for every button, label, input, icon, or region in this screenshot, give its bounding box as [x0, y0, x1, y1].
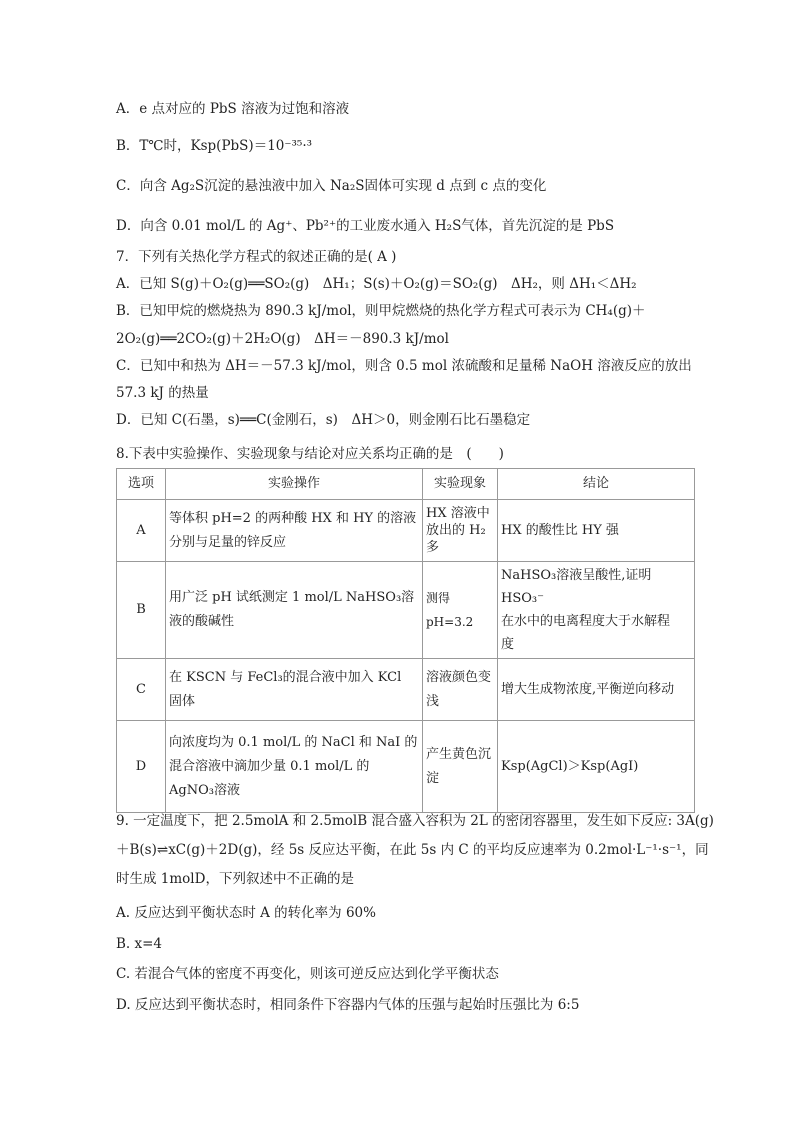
cell-line: 测得 pH=3.2 [426, 591, 474, 629]
q7-option-c-line1: C．已知中和热为 ΔH＝－57.3 kJ/mol，则含 0.5 mol 浓硫酸和足量稀 NaOH 溶液反应的放出 [116, 358, 692, 374]
q9-stem-line3: 时生成 1molD，下列叙述中不正确的是 [116, 871, 354, 887]
cell-line: 向浓度均为 0.1 mol/L 的 NaCl 和 NaI 的 [169, 734, 418, 750]
table-row [117, 500, 695, 562]
row-phenomenon [423, 562, 498, 659]
cell-line: 混合溶液中滴加少量 0.1 mol/L 的 [169, 758, 370, 774]
q9-stem-line1: 9. 一定温度下，把 2.5molA 和 2.5molB 混合盛入容积为 2L 的密闭容器里，发生如下反应: 3A(g) [116, 813, 714, 829]
q7-stem: 7．下列有关热化学方程式的叙述正确的是( A ) [116, 249, 397, 265]
q9-option-b: B. x=4 [116, 936, 163, 952]
header-conclusion: 结论 [498, 469, 695, 500]
cell-line: 放出的 H₂ [426, 523, 486, 538]
row-conclusion [498, 500, 695, 562]
header-option: 选项 [117, 469, 166, 500]
cell-line: 在水中的电离程度大于水解程 [501, 614, 671, 629]
q9-option-a: A. 反应达到平衡状态时 A 的转化率为 60% [116, 905, 376, 921]
row-option: A [117, 500, 166, 562]
row-option: C [117, 659, 166, 721]
q9-option-c: C. 若混合气体的密度不再变化，则该可逆反应达到化学平衡状态 [116, 966, 499, 982]
row-option: B [117, 562, 166, 659]
q9-option-d: D. 反应达到平衡状态时，相同条件下容器内气体的压强与起始时压强比为 6:5 [116, 997, 580, 1013]
table-header-row [117, 469, 695, 500]
cell-line: 多 [426, 540, 440, 555]
cell-line: 等体积 pH=2 的两种酸 HX 和 HY 的溶液 [169, 510, 417, 526]
q9-stem-line2: ＋B(s)⇌xC(g)＋2D(g)，经 5s 反应达平衡，在此 5s 内 C 的平均反应速率为 0.2mol·L⁻¹·s⁻¹，同 [116, 842, 709, 858]
q7-option-b-line2: 2O₂(g)══2CO₂(g)＋2H₂O(g) ΔH＝－890.3 kJ/mol [116, 331, 449, 347]
row-option: D [117, 721, 166, 813]
row-conclusion [498, 562, 695, 659]
table-row [117, 562, 695, 659]
cell-line: AgNO₃溶液 [169, 782, 240, 798]
table-row [117, 659, 695, 721]
cell-line: 淀 [426, 770, 440, 786]
q6-option-d: D．向含 0.01 mol/L 的 Ag⁺、Pb²⁺的工业废水通入 H₂S气体，首先沉淀的是 PbS [116, 218, 615, 234]
cell-line: NaHSO₃溶液呈酸性,证明 HSO₃⁻ [501, 568, 652, 606]
cell-line: 产生黄色沉 [426, 746, 492, 762]
cell-line: HX 的酸性比 HY 强 [501, 522, 619, 538]
cell-line: 浅 [426, 693, 440, 709]
q7-option-c-line2: 57.3 kJ 的热量 [116, 385, 209, 401]
row-operation [166, 721, 423, 813]
row-phenomenon [423, 721, 498, 813]
q7-option-a: A．已知 S(g)＋O₂(g)══SO₂(g) ΔH₁；S(s)＋O₂(g)＝SO₂(g) ΔH₂，则 ΔH₁＜ΔH₂ [116, 276, 637, 292]
q7-option-b-line1: B．已知甲烷的燃烧热为 890.3 kJ/mol，则甲烷燃烧的热化学方程式可表示为 CH₄(g)＋ [116, 303, 646, 319]
row-operation [166, 500, 423, 562]
header-phenomenon: 实验现象 [423, 469, 498, 500]
q7-option-d: D．已知 C(石墨，s)══C(金刚石，s) ΔH＞0，则金刚石比石墨稳定 [116, 412, 531, 428]
cell-line: HX 溶液中 [426, 506, 490, 521]
q8-stem: 8.下表中实验操作、实验现象与结论对应关系均正确的是 ( ) [116, 446, 504, 462]
q6-option-b: B．T℃时，Ksp(PbS)＝10⁻³⁵·³ [116, 138, 313, 154]
cell-line: 在 KSCN 与 FeCl₃的混合液中加入 KCl [169, 669, 402, 685]
cell-line: 液的酸碱性 [169, 614, 235, 629]
cell-line: 增大生成物浓度,平衡逆向移动 [501, 681, 675, 697]
q6-option-c: C．向含 Ag₂S沉淀的悬浊液中加入 Na₂S固体可实现 d 点到 c 点的变化 [116, 178, 547, 194]
row-phenomenon [423, 500, 498, 562]
cell-line: 分别与足量的锌反应 [169, 534, 287, 550]
q6-option-a: A．e 点对应的 PbS 溶液为过饱和溶液 [116, 101, 350, 117]
experiment-table [116, 468, 695, 813]
table-row [117, 721, 695, 813]
cell-line: 溶液颜色变 [426, 669, 492, 685]
row-conclusion [498, 721, 695, 813]
cell-line: 度 [501, 637, 515, 652]
header-operation: 实验操作 [166, 469, 423, 500]
row-phenomenon [423, 659, 498, 721]
row-operation [166, 659, 423, 721]
row-operation [166, 562, 423, 659]
cell-line: 固体 [169, 693, 196, 709]
cell-line: Ksp(AgCl)＞Ksp(AgI) [501, 758, 639, 774]
row-conclusion [498, 659, 695, 721]
cell-line: 用广泛 pH 试纸测定 1 mol/L NaHSO₃溶 [169, 590, 415, 605]
